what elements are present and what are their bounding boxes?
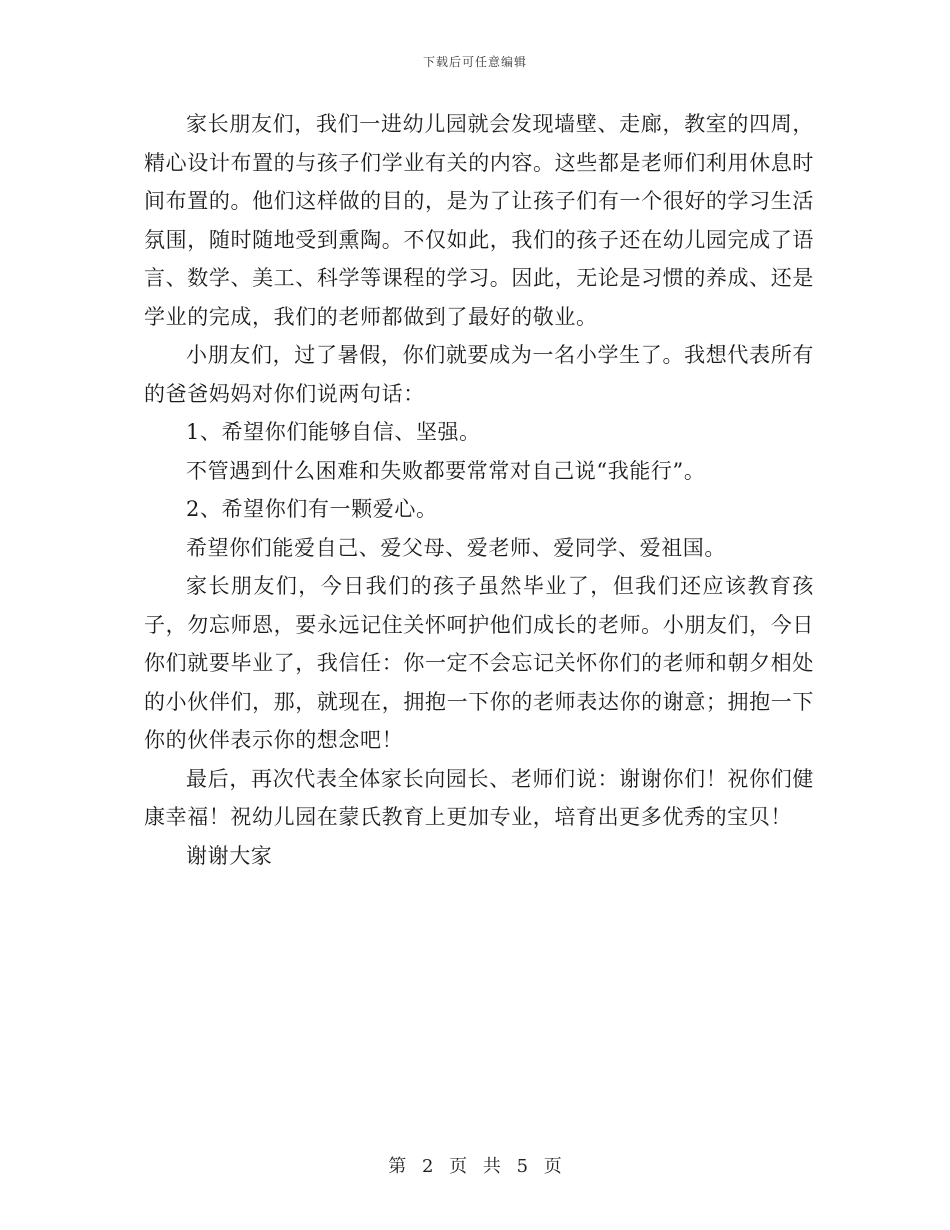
paragraph: 希望你们能爱自己、爱父母、爱老师、爱同学、爱祖国。 (186, 535, 726, 560)
page-header: 下载后可任意编辑 (422, 55, 527, 69)
footer-page-word: 页 (449, 1156, 468, 1177)
document-body (144, 105, 814, 875)
paragraph: 谢谢大家 (186, 843, 273, 868)
paragraph: 小朋友们，过了暑假，你们就要成为一名小学生了。我想代表所有的爸爸妈妈对你们说两句话： (144, 343, 814, 406)
paragraph: 1、希望你们能够自信、坚强。 (186, 420, 481, 444)
page-footer (0, 1152, 950, 1178)
footer-prefix: 第 (388, 1156, 407, 1177)
paragraph: 家长朋友们，我们一进幼儿园就会发现墙壁、走廊，教室的四周，精心设计布置的与孩子们学业有关的内容。这些都是老师们利用休息时间布置的。他们这样做的目的，是为了让孩子们有一个很好的学习生活氛围，随时随地受到熏陶。不仅如此，我们的孩子还在幼儿园完成了语言、数学、美工、科学等课程的学习。因此，无论是习惯的养成、还是学业的完成，我们的老师都做到了最好的敬业。 (144, 112, 814, 329)
total-page-count: 5 (516, 1156, 529, 1177)
paragraph: 家长朋友们，今日我们的孩子虽然毕业了，但我们还应该教育孩子，勿忘师恩，要永远记住关怀呵护他们成长的老师。小朋友们，今日你们就要毕业了，我信任：你一定不会忘记关怀你们的老师和朝夕相处的小伙伴们，那，就现在，拥抱一下你的老师表达你的谢意；拥抱一下你的伙伴表示你的想念吧！ (144, 574, 814, 752)
paragraph: 2、希望你们有一颗爱心。 (186, 497, 438, 521)
current-page-number: 2 (421, 1156, 434, 1177)
footer-total-word: 共 (482, 1156, 501, 1177)
paragraph: 不管遇到什么困难和失败都要常常对自己说“我能行”。 (186, 458, 706, 483)
footer-suffix: 页 (543, 1156, 562, 1177)
paragraph: 最后，再次代表全体家长向园长、老师们说：谢谢你们！祝你们健康幸福！祝幼儿园在蒙氏教育上更加专业，培育出更多优秀的宝贝！ (144, 766, 814, 829)
